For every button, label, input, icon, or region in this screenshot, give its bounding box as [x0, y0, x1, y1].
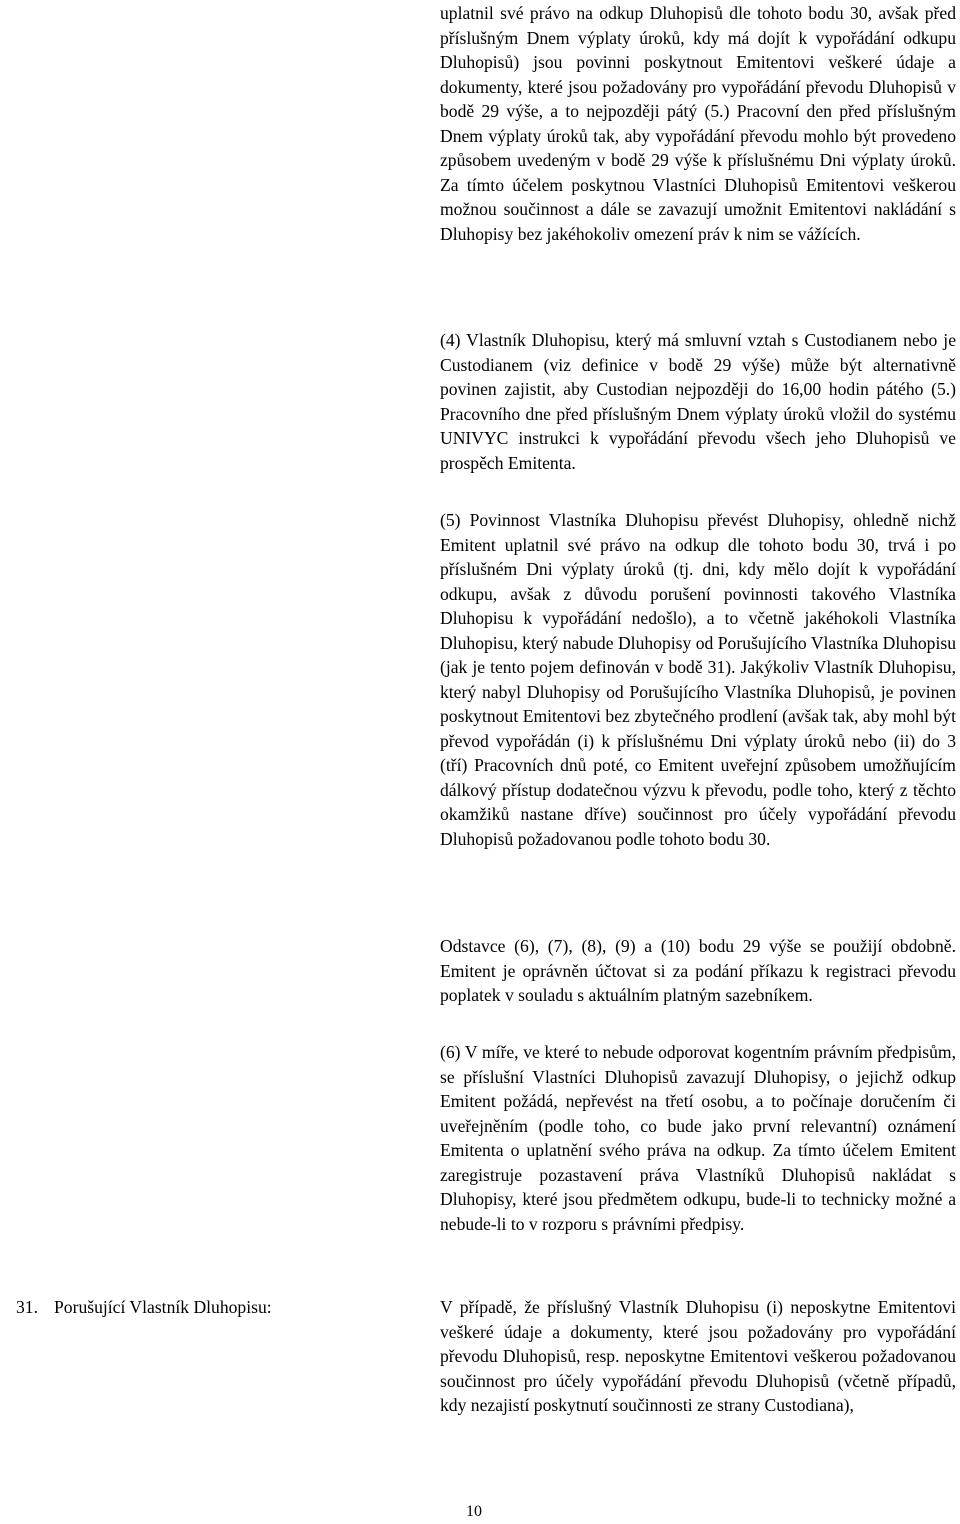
paragraph-continuation: uplatnil své právo na odkup Dluhopisů dle tohoto bodu 30, avšak před příslušným Dnem výplaty úroků, kdy má dojít k vypořádání odkupu Dluhopisů) jsou povinni poskytnout Emitentovi veškeré údaje a dokumenty, které jsou požadovány pro vypořádání převodu Dluhopisů v bodě 29 výše, a to nejpozději pátý (5.) Pracovní den před příslušným Dnem výplaty úroků tak, aby vypořádání převodu mohlo být provedeno způsobem uvedeným v bodě 29 výše k příslušnému Dni výplaty úroků. Za tímto účelem poskytnou Vlastníci Dluhopisů Emitentovi veškerou možnou součinnost a dále se zavazují umožnit Emitentovi nakládání s Dluhopisy bez jakéhokoliv omezení práv k nim se vážících.: [440, 3, 956, 244]
section-heading-31: [16, 1295, 272, 1320]
section-title: Porušující Vlastník Dluhopisu:: [54, 1297, 272, 1317]
page-number: 10: [466, 1503, 482, 1520]
paragraph-5: (5) Povinnost Vlastníka Dluhopisu převést Dluhopisy, ohledně nichž Emitent uplatnil své právo na odkup dle tohoto bodu 30, trvá i po příslušném Dni výplaty úroků (tj. dni, kdy mělo dojít k vypořádání odkupu, avšak z důvodu porušení povinnosti takového Vlastníka Dluhopisu k vypořádání nedošlo), a to včetně jakéhokoli Vlastníka Dluhopisu, který nabude Dluhopisy od Porušujícího Vlastníka Dluhopisu (jak je tento pojem definován v bodě 31). Jakýkoliv Vlastník Dluhopisu, který nabyl Dluhopisy od Porušujícího Vlastníka Dluhopisů, je povinen poskytnout Emitentovi bez zbytečného prodlení (avšak tak, aby mohl být převod vypořádán (i) k příslušnému Dni výplaty úroků nebo (ii) do 3 (tří) Pracovních dnů poté, co Emitent uveřejní způsobem umožňujícím dálkový přístup dodatečnou výzvu k převodu, podle toho, který z těchto okamžiků nastane dříve) součinnost pro účely vypořádání převodu Dluhopisů požadovanou podle tohoto bodu 30.: [440, 510, 956, 849]
paragraph-6: (6) V míře, ve které to nebude odporovat kogentním právním předpisům, se příslušní Vlastníci Dluhopisů zavazují Dluhopisy, o jejichž odkup Emitent požádá, nepřevést na třetí osobu, a to počínaje doručením či uveřejněním (podle toho, co bude jako první relevantní) oznámení Emitenta o uplatnění svého práva na odkup. Za tímto účelem Emitent zaregistruje pozastavení práva Vlastníků Dluhopisů nakládat s Dluhopisy, které jsou předmětem odkupu, bude-li to technicky možné a nebude-li to v rozporu s právními předpisy.: [440, 1042, 956, 1234]
paragraph-4: (4) Vlastník Dluhopisu, který má smluvní vztah s Custodianem nebo je Custodianem (viz definice v bodě 29 výše) může být alternativně povinen zajistit, aby Custodian nejpozději do 16,00 hodin pátého (5.) Pracovního dne před příslušným Dnem výplaty úroků vložil do systému UNIVYC instrukci k vypořádání převodu všech jeho Dluhopisů ve prospěch Emitenta.: [440, 330, 956, 473]
paragraph-odstavce: Odstavce (6), (7), (8), (9) a (10) bodu 29 výše se použijí obdobně. Emitent je oprávněn účtovat si za podání příkazu k registraci převodu poplatek v souladu s aktuálním platným sazebníkem.: [440, 936, 956, 1005]
section-number: 31.: [16, 1297, 38, 1317]
paragraph-31-body: V případě, že příslušný Vlastník Dluhopisu (i) neposkytne Emitentovi veškeré údaje a dokumenty, které jsou požadovány pro vypořádání převodu Dluhopisů, resp. neposkytne Emitentovi veškerou požadovanou součinnost pro účely vypořádání převodu Dluhopisů (včetně případů, kdy nezajistí poskytnutí součinnosti ze strany Custodiana),: [440, 1297, 956, 1415]
